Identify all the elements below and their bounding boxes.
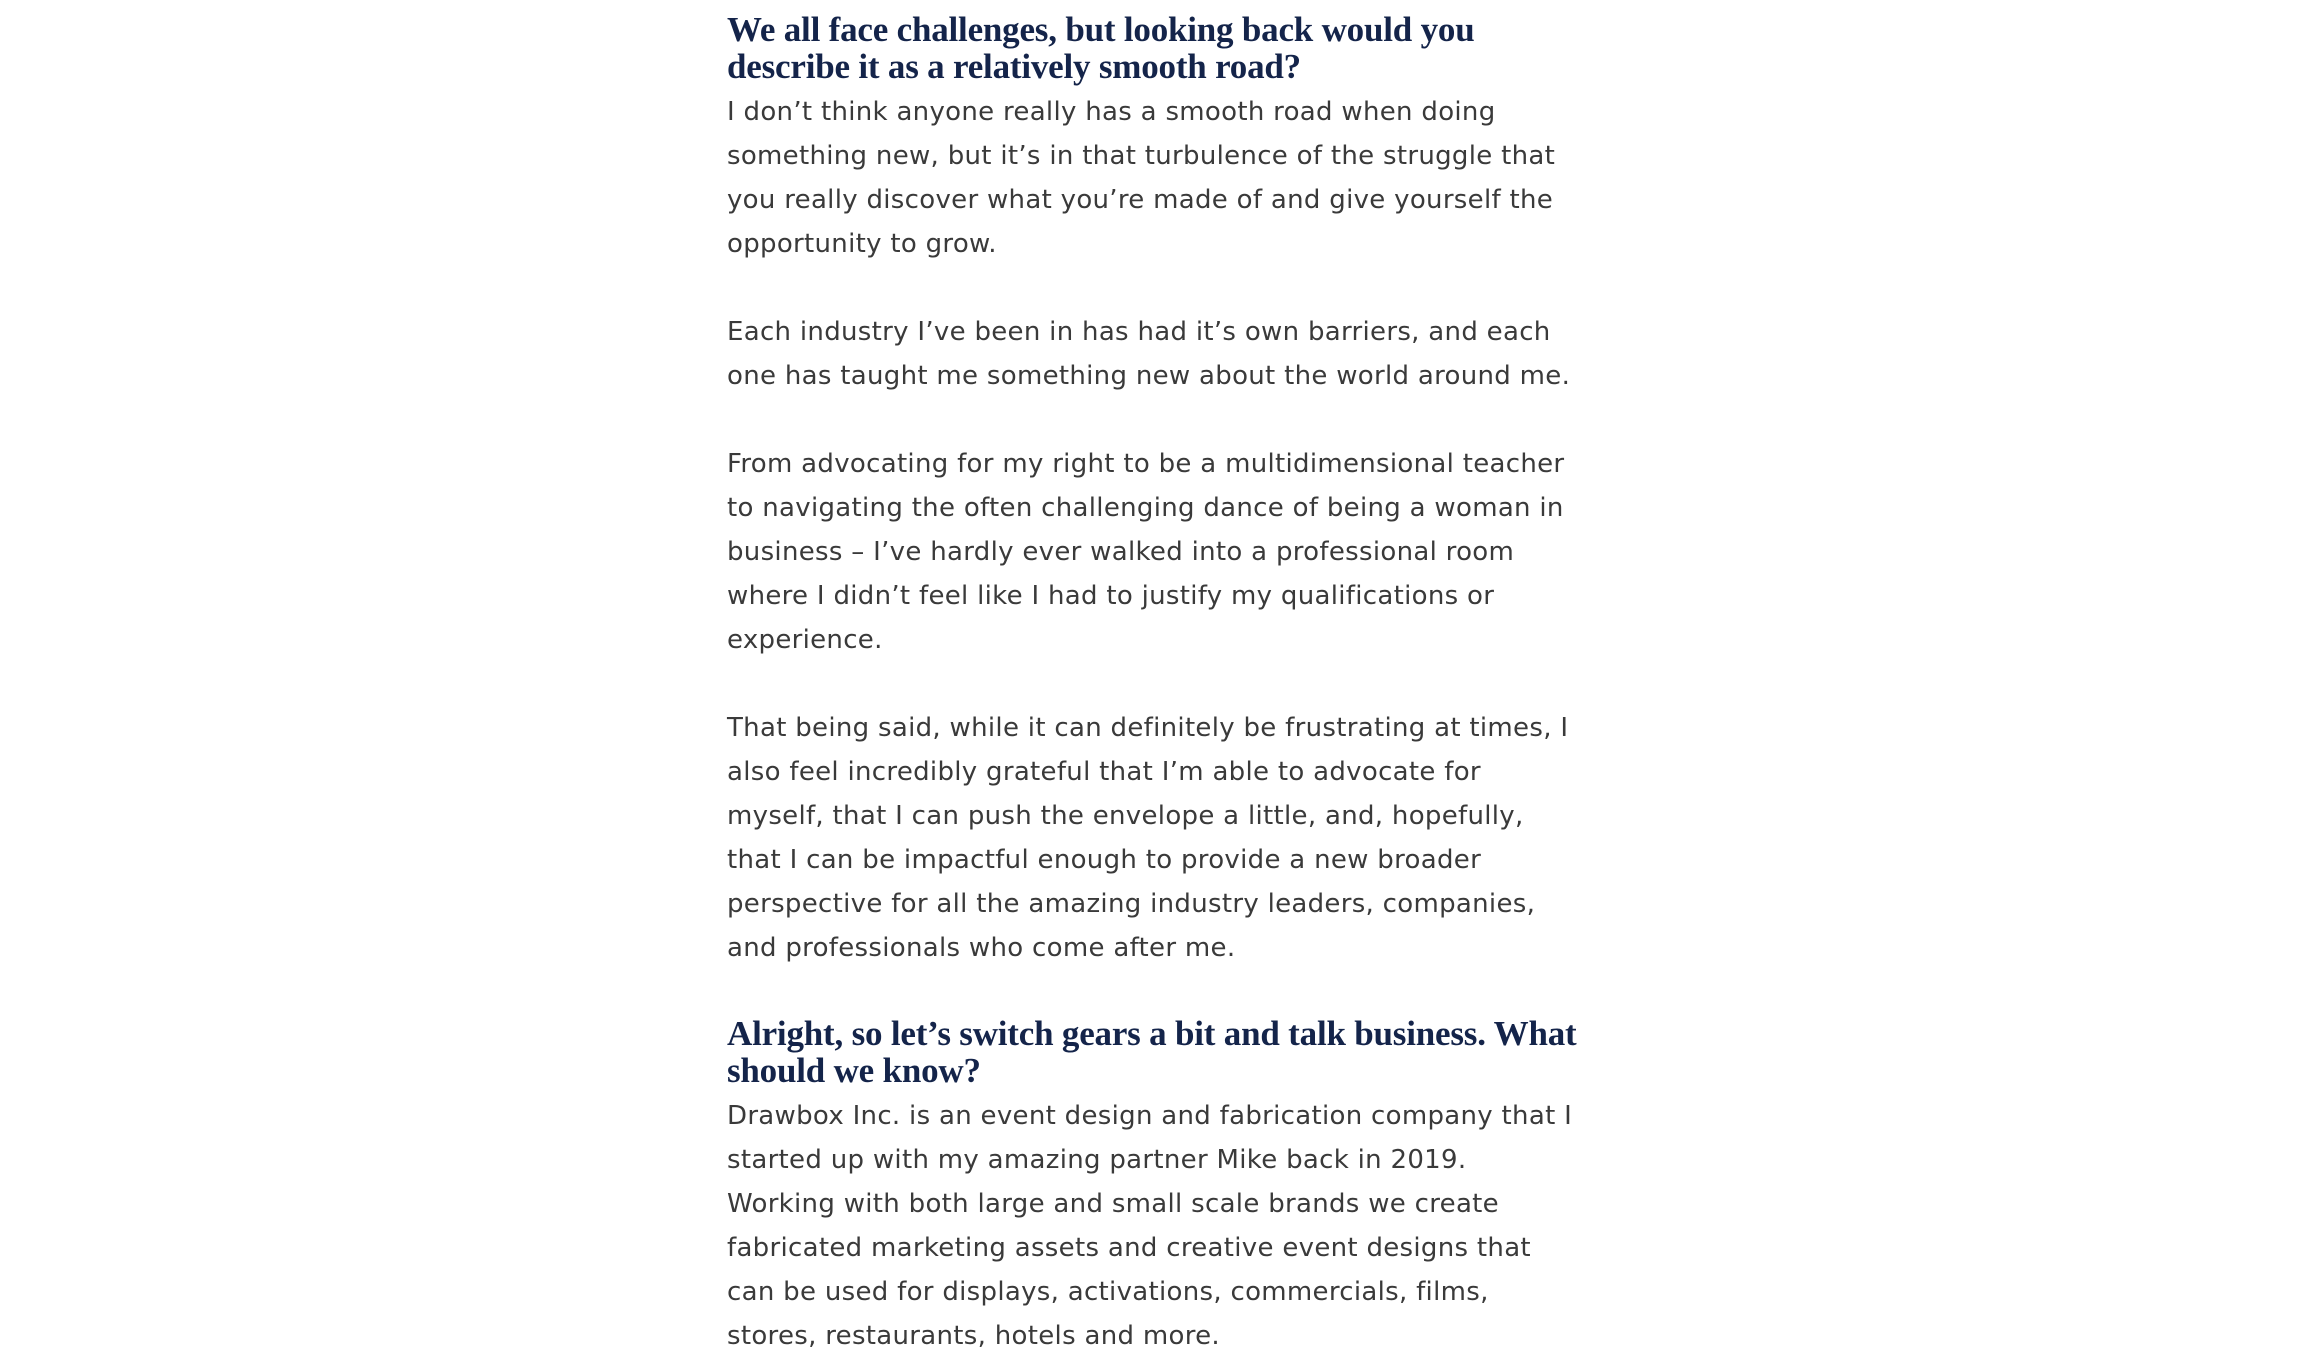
interview-article [727,0,1577,1358]
answer-paragraph-industry-barriers: Each industry I’ve been in has had it’s own barriers, and each one has taught me something new about the world around me. [727,317,1571,391]
answer-paragraph-grateful: That being said, while it can definitely be frustrating at times, I also feel incredibly grateful that I’m able to advocate for myself, that I can push the envelope a little, and, hopefully, that I can be impactful enough to provide a new broader perspective for all the amazing industry leaders, companies, and professionals who come after me. [727,713,1569,963]
interview-question-business: Alright, so let’s switch gears a bit and talk business. What should we know? [727,1014,1577,1090]
interview-question-challenges: We all face challenges, but looking back would you describe it as a relatively smooth road? [727,10,1475,86]
answer-paragraph-advocating: From advocating for my right to be a multidimensional teacher to navigating the often challenging dance of being a woman in business – I’ve hardly ever walked into a professional room where I didn’t feel like I had to justify my qualifications or experience. [727,449,1565,655]
answer-paragraph-drawbox: Drawbox Inc. is an event design and fabrication company that I started up with my amazing partner Mike back in 2019. Working with both large and small scale brands we create fabricated marketing assets and creative event designs that can be used for displays, activations, commercials, films, stores, restaurants, hotels and more. [727,1101,1573,1351]
answer-paragraph-smooth-road: I don’t think anyone really has a smooth road when doing something new, but it’s in that turbulence of the struggle that you really discover what you’re made of and give yourself the opportunity to grow. [727,97,1556,259]
